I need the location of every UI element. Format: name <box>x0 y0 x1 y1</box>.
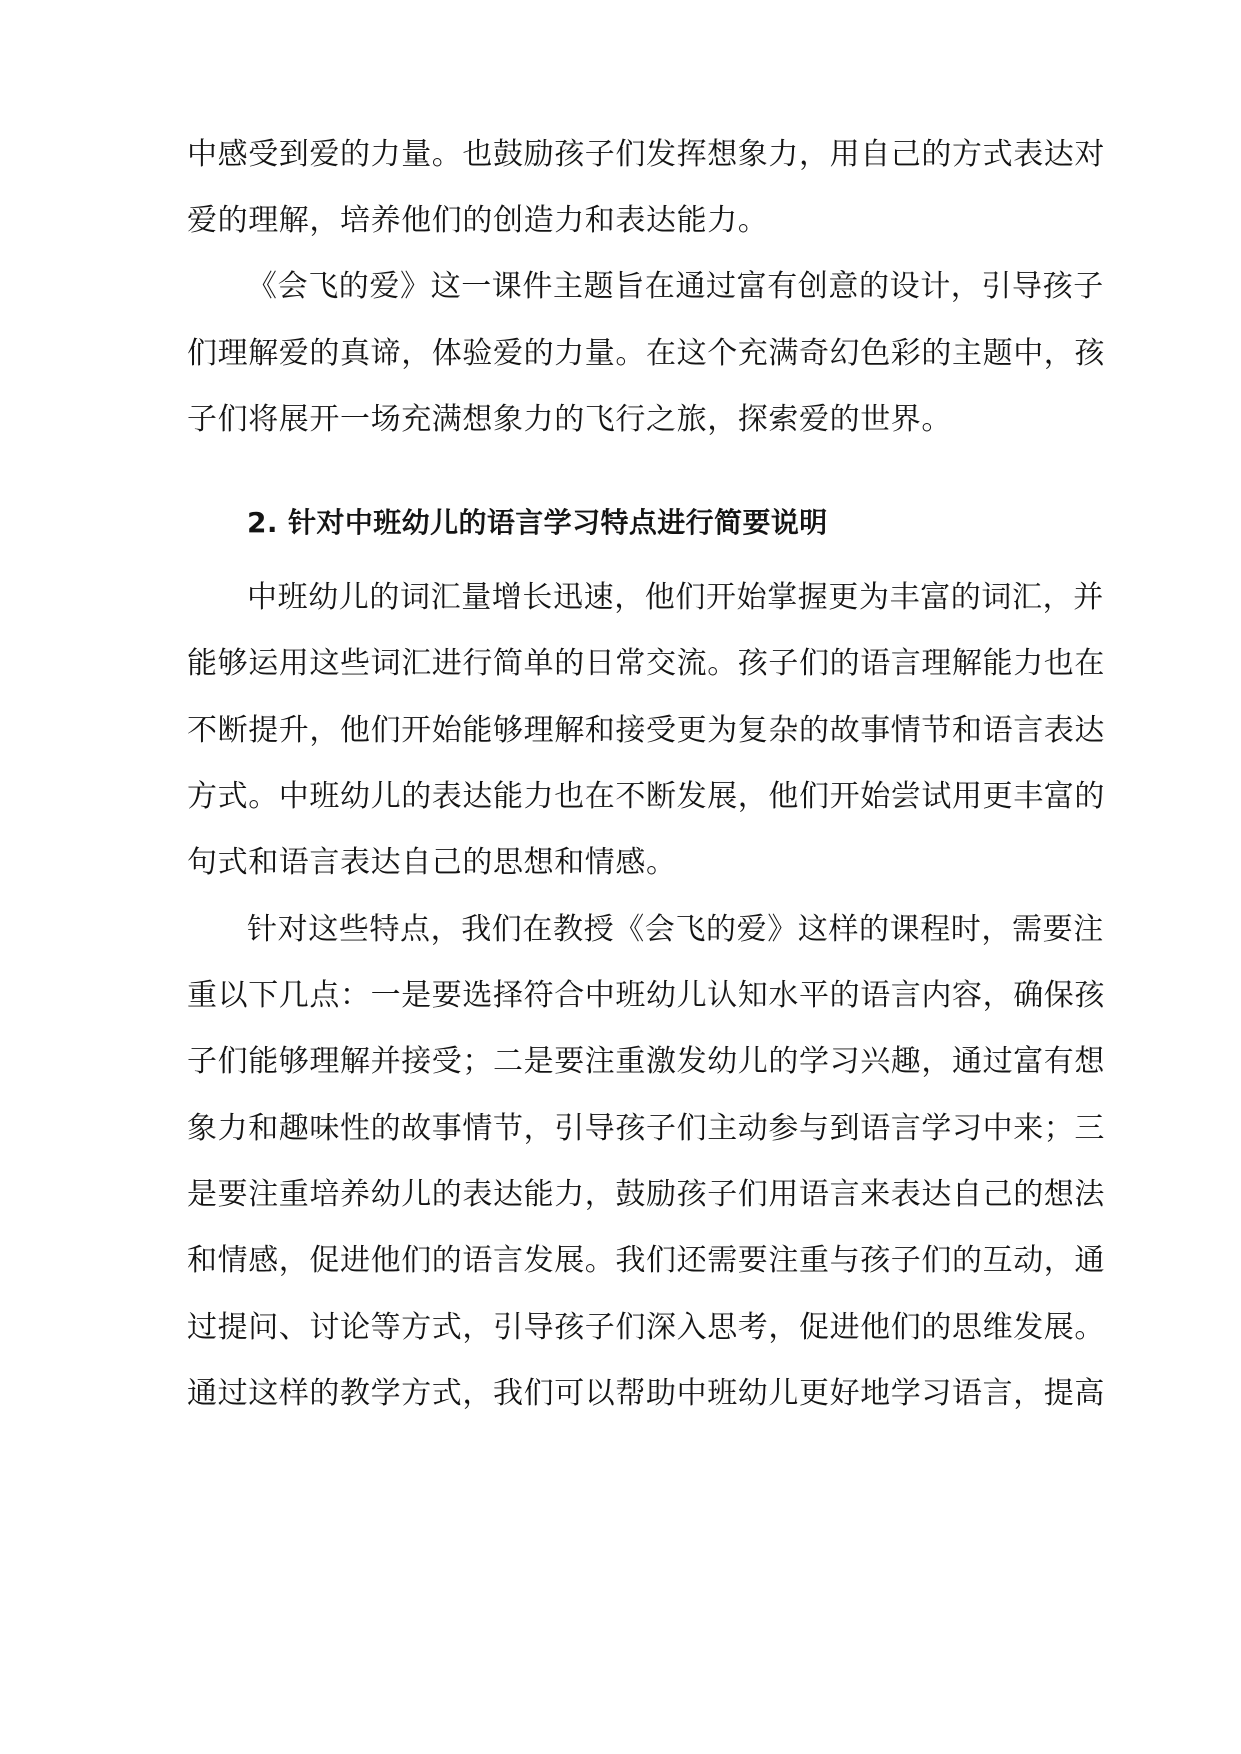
text-line: 针对这些特点，我们在教授《会飞的爱》这样的课程时，需要注 <box>247 912 1104 947</box>
text-line: 中班幼儿的词汇量增长迅速，他们开始掌握更为丰富的词汇，并 <box>247 580 1104 615</box>
text-line: 句式和语言表达自己的思想和情感。 <box>187 845 677 880</box>
text-line: 方式。中班幼儿的表达能力也在不断发展，他们开始尝试用更丰富的 <box>187 779 1105 814</box>
text-line: 们理解爱的真谛，体验爱的力量。在这个充满奇幻色彩的主题中，孩 <box>187 336 1105 371</box>
section-heading: 2. 针对中班幼儿的语言学习特点进行简要说明 <box>247 506 828 539</box>
text-line: 爱的理解，培养他们的创造力和表达能力。 <box>187 203 769 238</box>
text-line: 和情感，促进他们的语言发展。我们还需要注重与孩子们的互动，通 <box>187 1243 1105 1278</box>
text-line: 子们能够理解并接受；二是要注重激发幼儿的学习兴趣，通过富有想 <box>187 1044 1105 1079</box>
text-line: 重以下几点：一是要选择符合中班幼儿认知水平的语言内容，确保孩 <box>187 978 1105 1013</box>
text-line: 过提问、讨论等方式，引导孩子们深入思考，促进他们的思维发展。 <box>187 1310 1105 1345</box>
text-line: 象力和趣味性的故事情节，引导孩子们主动参与到语言学习中来；三 <box>187 1111 1105 1146</box>
text-line: 不断提升，他们开始能够理解和接受更为复杂的故事情节和语言表达 <box>187 713 1105 748</box>
text-line: 通过这样的教学方式，我们可以帮助中班幼儿更好地学习语言，提高 <box>187 1376 1105 1411</box>
text-line: 能够运用这些词汇进行简单的日常交流。孩子们的语言理解能力也在 <box>187 646 1105 681</box>
text-line: 子们将展开一场充满想象力的飞行之旅，探索爱的世界。 <box>187 402 952 437</box>
text-line: 是要注重培养幼儿的表达能力，鼓励孩子们用语言来表达自己的想法 <box>187 1177 1105 1212</box>
text-line: 《会飞的爱》这一课件主题旨在通过富有创意的设计，引导孩子 <box>247 269 1104 304</box>
text-line: 中感受到爱的力量。也鼓励孩子们发挥想象力，用自己的方式表达对 <box>187 137 1105 172</box>
